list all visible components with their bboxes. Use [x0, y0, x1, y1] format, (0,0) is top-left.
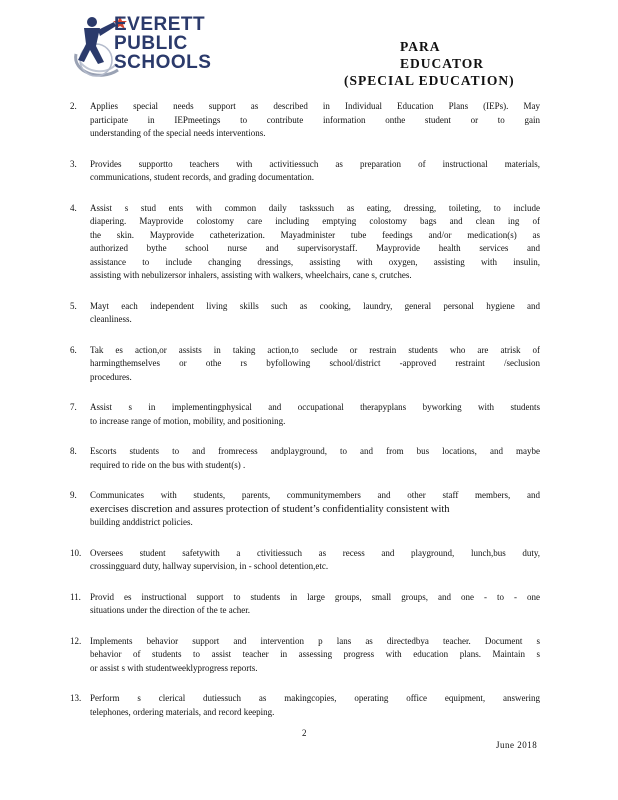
list-item-text	[90, 158, 540, 185]
text-line: Provid es instructional support to students in large groups, small groups, and one - to - one	[90, 591, 540, 602]
list-item-number: 9.	[70, 490, 77, 500]
text-line: Applies special needs support as described in Individual Education Plans (IEPs). May	[90, 101, 540, 111]
duties-list	[70, 100, 540, 736]
list-item-text	[90, 489, 540, 530]
text-line: authorized bythe school nurse and supervisorystaff. Mayprovide health services and	[90, 243, 540, 253]
text-line: or assist s with studentweeklyprogress reports.	[90, 662, 258, 673]
text-line: Assist s stud ents with common daily taskssuch as eating, dressing, toileting, to include	[90, 202, 540, 213]
district-logo	[70, 12, 240, 82]
list-item-number: 4.	[70, 202, 77, 213]
list-item-number: 6.	[70, 344, 77, 355]
text-line: to increase range of motion, mobility, and positioning.	[90, 415, 286, 426]
text-line: assistance to include changing dressings, assisting with oxygen, assisting with insulin,	[90, 256, 540, 267]
text-line: Implements behavior support and intervention p lans as directedbya teacher. Document s	[90, 635, 540, 646]
list-item-text	[90, 692, 540, 719]
text-line: required to ride on the bus with student(s) .	[90, 459, 246, 470]
list-item-number: 7.	[70, 402, 77, 412]
list-item	[70, 489, 540, 530]
list-item-number: 11.	[70, 591, 81, 602]
text-line: Tak es action,or assists in taking action,to seclude or restrain students who are atrisk of	[90, 344, 540, 355]
list-item	[70, 692, 540, 719]
list-item-number: 8.	[70, 446, 77, 456]
list-item-text	[90, 635, 540, 676]
logo-line-3: SCHOOLS	[114, 52, 212, 73]
list-item-text	[90, 202, 540, 283]
title-line-1: PARA EDUCATOR	[400, 39, 485, 71]
title-line-2: (SPECIAL EDUCATION)	[344, 73, 515, 88]
list-item-text	[90, 100, 540, 141]
list-item-text	[90, 445, 540, 472]
text-line: Assist s in implementingphysical and occupational therapyplans byworking with students	[90, 402, 540, 412]
list-item-number: 10.	[70, 547, 82, 558]
logo-line-2: PUBLIC	[114, 33, 188, 54]
text-line: Provides supportto teachers with activitiessuch as preparation of instructional materials,	[90, 158, 540, 169]
text-line: Escorts students to and fromrecess andplayground, to and from bus locations, and maybe	[90, 446, 540, 456]
list-item	[70, 591, 540, 618]
text-line: building anddistrict policies.	[90, 517, 193, 527]
text-line: participate in IEPmeetings to contribute information onthe student or to gain	[90, 114, 540, 125]
text-line: Perform s clerical dutiessuch as makingcopies, operating office equipment, answering	[90, 693, 540, 703]
text-line: cleanliness.	[90, 314, 132, 324]
list-item	[70, 158, 540, 185]
list-item-number: 2.	[70, 101, 77, 111]
text-line: the skin. Mayprovide catheterization. Mayadminister tube feedings and/or medication(s) as	[90, 229, 540, 240]
list-item-number: 13.	[70, 693, 82, 703]
list-item	[70, 202, 540, 283]
text-line: crossingguard duty, hallway supervision, in - school detention,etc.	[90, 561, 329, 571]
text-line: understanding of the special needs interventions.	[90, 128, 266, 138]
text-line: exercises discretion and assures protection of student’s confidentiality consistent with	[90, 503, 450, 515]
list-item	[70, 300, 540, 327]
text-line: Communicates with students, parents, communitymembers and other staff members, and	[90, 490, 540, 500]
text-line: harmingthemselves or othe rs byfollowing school/district -approved restraint /seclusion	[90, 358, 540, 368]
list-item-text	[90, 547, 540, 574]
text-line: telephones, ordering materials, and record keeping.	[90, 706, 275, 717]
text-line: Mayt each independent living skills such as cooking, laundry, general personal hygiene and	[90, 300, 540, 311]
list-item-text	[90, 300, 540, 327]
text-line: procedures.	[90, 371, 132, 382]
text-line: diapering. Mayprovide colostomy care including emptying colostomy bags and clean ing of	[90, 216, 540, 226]
list-item	[70, 445, 540, 472]
list-item-text	[90, 401, 540, 428]
list-item-text	[90, 591, 540, 618]
list-item	[70, 547, 540, 574]
list-item-text	[90, 344, 540, 385]
text-line: Oversees student safetywith a ctivitiessuch as recess and playground, lunch,bus duty,	[90, 547, 540, 558]
list-item	[70, 635, 540, 676]
list-item-number: 5.	[70, 300, 77, 311]
list-item-number: 3.	[70, 158, 77, 169]
text-line: behavior of students to assist teacher in assessing progress with education plans. Maintain s	[90, 649, 540, 659]
footer-date: June 2018	[496, 740, 538, 750]
text-line: communications, student records, and grading documentation.	[90, 172, 314, 182]
list-item-number: 12.	[70, 635, 82, 646]
text-line: assisting with nebulizersor inhalers, assisting with walkers, wheelchairs, cane s, crutches.	[90, 270, 412, 280]
text-line: situations under the direction of the te acher.	[90, 605, 250, 615]
page-number: 2	[302, 728, 307, 738]
list-item	[70, 344, 540, 385]
list-item	[70, 401, 540, 428]
list-item	[70, 100, 540, 141]
document-title	[330, 38, 520, 89]
logo-line-1: EVERETT	[114, 14, 206, 35]
